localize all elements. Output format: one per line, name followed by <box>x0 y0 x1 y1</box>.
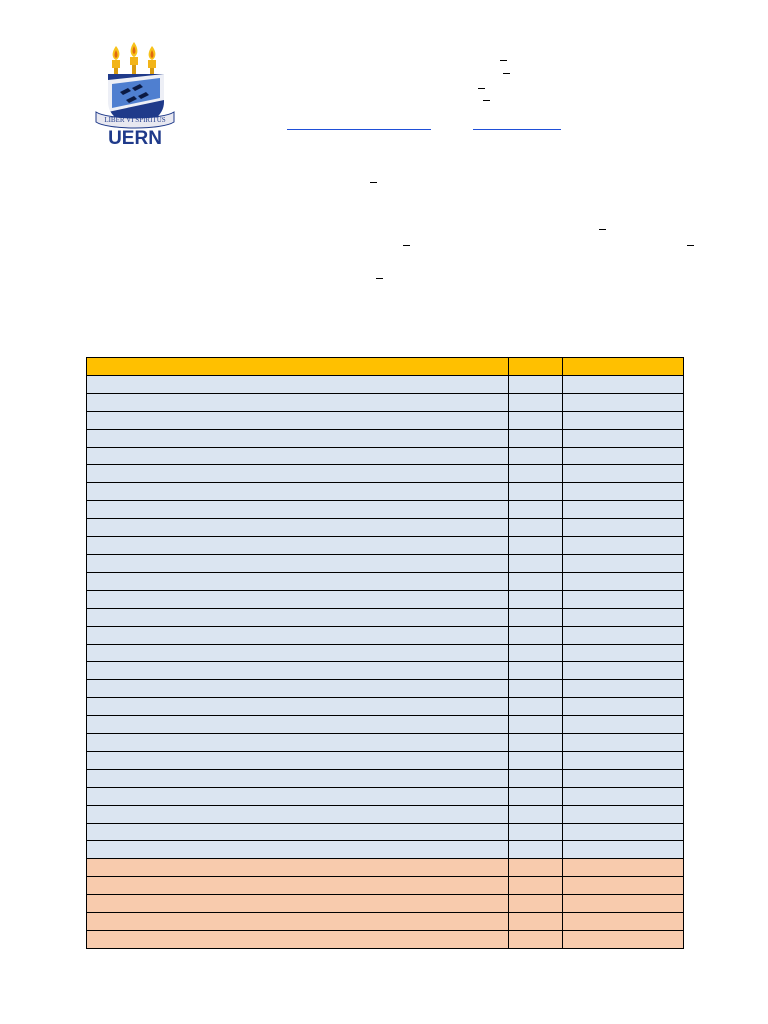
table-cell-col3 <box>562 376 683 393</box>
table-cell-col2 <box>508 716 562 733</box>
table-row <box>87 751 683 769</box>
table-cell-col2 <box>508 448 562 465</box>
table-cell-col3 <box>562 716 683 733</box>
table-cell-col2 <box>508 877 562 894</box>
table-cell-col2 <box>508 662 562 679</box>
table-row <box>87 464 683 482</box>
table-cell-col2 <box>508 824 562 841</box>
table-cell-col3 <box>562 448 683 465</box>
table-cell-col3 <box>562 859 683 876</box>
text-mark <box>376 278 383 279</box>
torch-icon <box>112 46 120 76</box>
table-row <box>87 626 683 644</box>
table-row <box>87 823 683 841</box>
table-cell-col3 <box>562 609 683 626</box>
table-cell-col3 <box>562 895 683 912</box>
table-cell-col3 <box>562 788 683 805</box>
table-cell-col1 <box>87 734 508 751</box>
table-cell-col1 <box>87 430 508 447</box>
table-cell-col1 <box>87 716 508 733</box>
table-cell-col2 <box>508 483 562 500</box>
table-row <box>87 447 683 465</box>
table-cell-col1 <box>87 680 508 697</box>
table-cell-col2 <box>508 913 562 930</box>
text-mark <box>599 229 606 230</box>
table-row <box>87 500 683 518</box>
table-cell-col2 <box>508 394 562 411</box>
table-cell-col3 <box>562 430 683 447</box>
table-cell-col2 <box>508 537 562 554</box>
website-link-underline[interactable] <box>473 129 561 130</box>
table-cell-col3 <box>562 645 683 662</box>
table-cell-col1 <box>87 448 508 465</box>
table-cell-col3 <box>562 698 683 715</box>
table-row <box>87 840 683 858</box>
table-cell-col2 <box>508 734 562 751</box>
table-cell-col2 <box>508 555 562 572</box>
table-row <box>87 482 683 500</box>
table-cell-col1 <box>87 877 508 894</box>
table-cell-col2 <box>508 680 562 697</box>
table-cell-col2 <box>508 770 562 787</box>
table-cell-col2 <box>508 895 562 912</box>
table-cell-col1 <box>87 358 508 375</box>
data-table <box>86 357 684 949</box>
table-cell-col2 <box>508 841 562 858</box>
table-cell-col1 <box>87 555 508 572</box>
table-cell-col1 <box>87 627 508 644</box>
table-cell-col3 <box>562 483 683 500</box>
table-cell-col3 <box>562 501 683 518</box>
table-cell-col3 <box>562 770 683 787</box>
table-cell-col3 <box>562 465 683 482</box>
table-cell-col1 <box>87 501 508 518</box>
table-cell-col1 <box>87 394 508 411</box>
table-cell-col3 <box>562 841 683 858</box>
table-cell-col3 <box>562 537 683 554</box>
table-cell-col2 <box>508 430 562 447</box>
table-cell-col3 <box>562 573 683 590</box>
table-row <box>87 608 683 626</box>
table-cell-col3 <box>562 824 683 841</box>
email-link-underline[interactable] <box>287 129 431 130</box>
table-cell-col3 <box>562 394 683 411</box>
table-cell-col2 <box>508 358 562 375</box>
table-cell-col2 <box>508 645 562 662</box>
text-mark <box>403 245 410 246</box>
table-cell-col1 <box>87 788 508 805</box>
table-summary-row <box>87 894 683 912</box>
table-cell-col2 <box>508 376 562 393</box>
table-row <box>87 679 683 697</box>
table-row <box>87 644 683 662</box>
text-mark <box>370 182 377 183</box>
table-summary-row <box>87 930 683 948</box>
table-row <box>87 769 683 787</box>
table-summary-row <box>87 912 683 930</box>
text-mark <box>503 73 510 74</box>
table-row <box>87 554 683 572</box>
table-summary-row <box>87 876 683 894</box>
table-cell-col3 <box>562 913 683 930</box>
table-cell-col2 <box>508 412 562 429</box>
table-cell-col1 <box>87 824 508 841</box>
table-cell-col3 <box>562 555 683 572</box>
table-cell-col2 <box>508 698 562 715</box>
table-cell-col3 <box>562 591 683 608</box>
table-cell-col1 <box>87 841 508 858</box>
text-mark <box>500 60 507 61</box>
table-cell-col1 <box>87 645 508 662</box>
table-cell-col2 <box>508 465 562 482</box>
text-mark <box>483 100 490 101</box>
table-row <box>87 697 683 715</box>
table-cell-col2 <box>508 591 562 608</box>
logo-motto: LIBER VI SPIRITUS <box>104 116 166 124</box>
table-row <box>87 429 683 447</box>
table-row <box>87 590 683 608</box>
table-cell-col2 <box>508 609 562 626</box>
table-cell-col3 <box>562 752 683 769</box>
table-cell-col1 <box>87 931 508 948</box>
table-cell-col1 <box>87 465 508 482</box>
table-row <box>87 375 683 393</box>
table-cell-col3 <box>562 519 683 536</box>
table-cell-col3 <box>562 806 683 823</box>
table-row <box>87 393 683 411</box>
table-row <box>87 518 683 536</box>
table-cell-col2 <box>508 806 562 823</box>
table-cell-col1 <box>87 859 508 876</box>
table-cell-col2 <box>508 627 562 644</box>
text-mark <box>687 245 694 246</box>
table-row <box>87 572 683 590</box>
table-row <box>87 733 683 751</box>
table-cell-col3 <box>562 358 683 375</box>
table-cell-col2 <box>508 519 562 536</box>
table-cell-col2 <box>508 573 562 590</box>
table-cell-col1 <box>87 698 508 715</box>
table-cell-col3 <box>562 734 683 751</box>
torch-icon <box>148 46 156 76</box>
table-row <box>87 787 683 805</box>
table-cell-col3 <box>562 627 683 644</box>
table-cell-col1 <box>87 609 508 626</box>
table-row <box>87 411 683 429</box>
table-cell-col2 <box>508 501 562 518</box>
table-cell-col1 <box>87 519 508 536</box>
table-cell-col3 <box>562 877 683 894</box>
table-summary-row <box>87 858 683 876</box>
table-row <box>87 805 683 823</box>
table-cell-col1 <box>87 376 508 393</box>
table-row <box>87 536 683 554</box>
table-cell-col2 <box>508 788 562 805</box>
table-cell-col2 <box>508 752 562 769</box>
table-cell-col1 <box>87 895 508 912</box>
table-cell-col2 <box>508 931 562 948</box>
table-row <box>87 715 683 733</box>
table-cell-col3 <box>562 680 683 697</box>
table-row <box>87 661 683 679</box>
text-mark <box>478 88 485 89</box>
table-cell-col1 <box>87 913 508 930</box>
uern-logo <box>94 40 176 148</box>
table-cell-col1 <box>87 483 508 500</box>
table-cell-col1 <box>87 573 508 590</box>
logo-wordmark: UERN <box>108 128 162 148</box>
table-cell-col2 <box>508 859 562 876</box>
table-cell-col1 <box>87 662 508 679</box>
table-cell-col1 <box>87 752 508 769</box>
table-cell-col3 <box>562 931 683 948</box>
table-header-row <box>87 358 683 375</box>
table-cell-col3 <box>562 662 683 679</box>
table-cell-col1 <box>87 806 508 823</box>
table-cell-col1 <box>87 412 508 429</box>
table-cell-col1 <box>87 591 508 608</box>
table-cell-col1 <box>87 537 508 554</box>
table-cell-col3 <box>562 412 683 429</box>
torch-icon <box>130 42 138 74</box>
table-cell-col1 <box>87 770 508 787</box>
